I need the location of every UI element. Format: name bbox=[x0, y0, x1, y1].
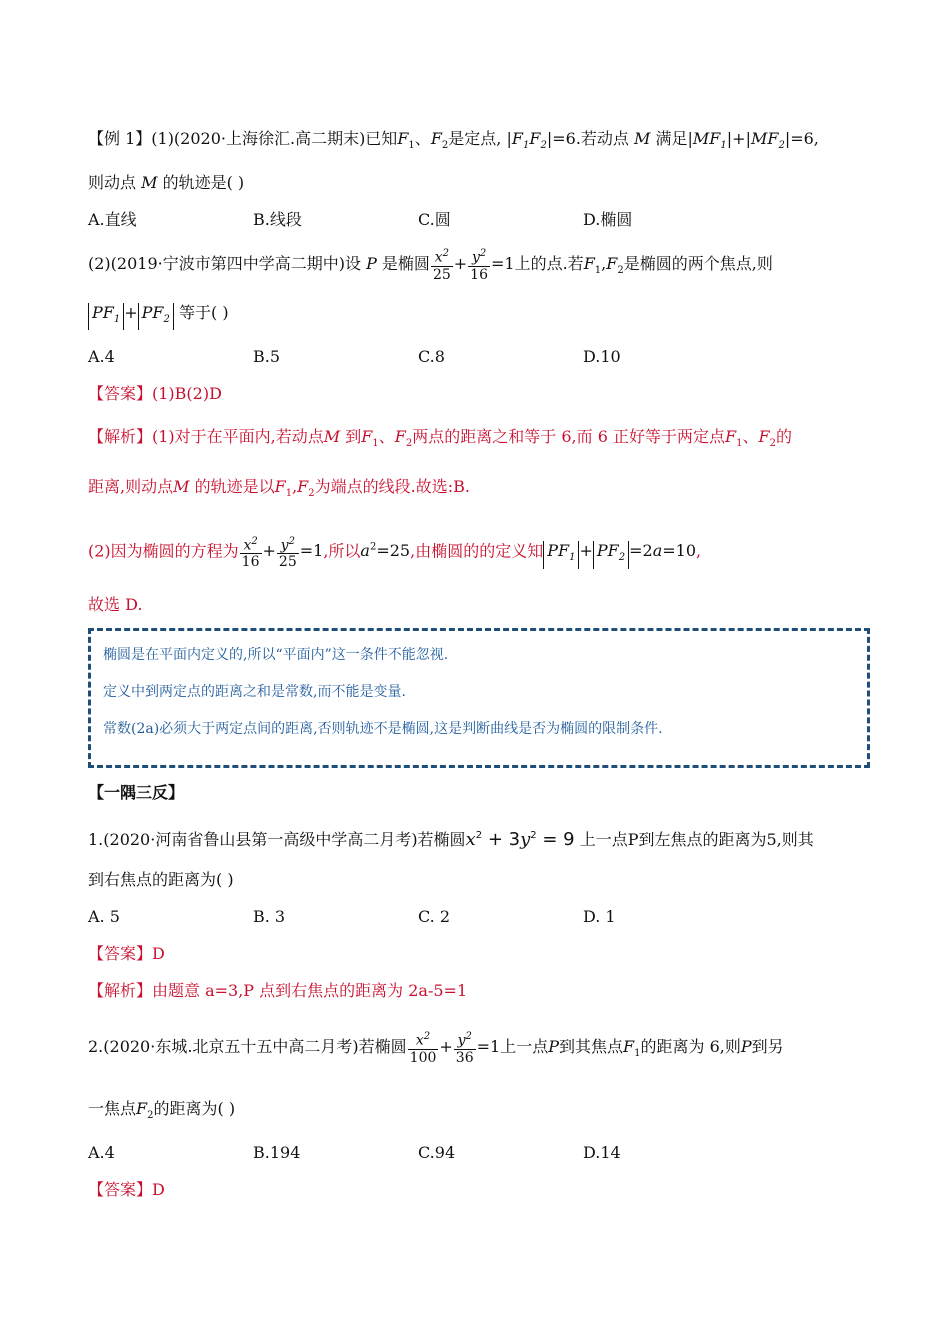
option-c: C.8 bbox=[418, 347, 445, 366]
option-b: B.5 bbox=[253, 347, 281, 366]
text: 到其焦点 bbox=[559, 1037, 624, 1056]
tip-2: 定义中到两定点的距离之和是常数,而不能是变量. bbox=[103, 684, 406, 700]
option-a: A.直线 bbox=[88, 210, 137, 229]
text: 【解析】(1)对于在平面内,若动点 bbox=[88, 427, 324, 446]
p1-answer: 【答案】D bbox=[88, 944, 165, 963]
ex1-q2-line2: $PF_1 + PF_2$ 等于( ) bbox=[88, 302, 229, 330]
text: 的轨迹是以 bbox=[194, 477, 275, 496]
section-title: 【一隅三反】 bbox=[88, 783, 185, 802]
text: =6, bbox=[790, 129, 819, 148]
text: 2.(2020·东城.北京五十五中高二月考)若椭圆 bbox=[88, 1037, 407, 1056]
text: 的距离为( ) bbox=[153, 1099, 236, 1118]
option-b: B.194 bbox=[253, 1143, 301, 1162]
ex1-analysis-line3: (2)因为椭圆的方程为 $\frac{x^2}{16}$ + $\frac{y^2}{25}$ =1,所以$a^2=25$,由椭圆的的定义知 $PF_1 + PF_2 =2a=10$, bbox=[88, 535, 702, 571]
text: 上的点.若 bbox=[514, 254, 584, 273]
p1-analysis: 【解析】由题意 a=3,P 点到右焦点的距离为 2a-5=1 bbox=[88, 981, 468, 1000]
text: 的距离为 6,则 bbox=[640, 1037, 741, 1056]
text: 两点的距离之和等于 6,而 6 正好等于两定点 bbox=[412, 427, 725, 446]
text: 为端点的线段.故选:B. bbox=[314, 477, 470, 496]
option-a: A.4 bbox=[88, 1143, 115, 1162]
tip-3: 常数(2a)必须大于两定点间的距离,否则轨迹不是椭圆,这是判断曲线是否为椭圆的限制条件. bbox=[103, 721, 663, 737]
text: 、 bbox=[378, 427, 395, 446]
ex1-q2-line1: (2)(2019·宁波市第四中学高二期中)设 P 是椭圆 $\frac{x^2}{25}$ + $\frac{y^2}{16}$ =1上的点.若$F_1,F_2$是椭圆的两个焦点,则 bbox=[88, 248, 773, 283]
text: 则动点 bbox=[88, 173, 137, 192]
option-d: D.10 bbox=[583, 347, 621, 366]
ex1-analysis-line1: 【解析】(1)对于在平面内,若动点M 到$F_1$、$F_2$两点的距离之和等于 6,而 6 正好等于两定点$F_1$、$F_2$的 bbox=[88, 427, 792, 450]
text: 是椭圆 bbox=[381, 254, 430, 273]
text: ,所以 bbox=[323, 541, 361, 561]
text: 是定点, bbox=[448, 129, 502, 148]
text: 【例 1】(1)(2020·上海徐汇.高二期末)已知 bbox=[88, 129, 398, 148]
text: (2)(2019·宁波市第四中学高二期中)设 bbox=[88, 254, 361, 273]
text: 、 bbox=[742, 427, 759, 446]
text: , bbox=[292, 477, 298, 496]
text: 等于( ) bbox=[179, 303, 229, 322]
text: 的轨迹是( ) bbox=[162, 173, 245, 192]
ex1-analysis-line4: 故选 D. bbox=[88, 595, 143, 614]
option-d: D. 1 bbox=[583, 907, 616, 926]
p1-line2: 到右焦点的距离为( ) bbox=[88, 870, 234, 889]
option-c: C.94 bbox=[418, 1143, 456, 1162]
ex1-answer: 【答案】(1)B(2)D bbox=[88, 384, 222, 403]
text: ,由椭圆的的定义知 bbox=[410, 541, 544, 561]
text: 到另 bbox=[751, 1037, 784, 1056]
option-b: B. 3 bbox=[253, 907, 286, 926]
text: 到 bbox=[345, 427, 362, 446]
text: (2)因为椭圆的方程为 bbox=[88, 541, 239, 561]
tip-1: 椭圆是在平面内定义的,所以“平面内”这一条件不能忽视. bbox=[103, 647, 449, 663]
text: 是椭圆的两个焦点,则 bbox=[623, 254, 773, 273]
p1-line1: 1.(2020·河南省鲁山县第一高级中学高二月考)若椭圆$x^2 + 3y^2 = 9$ 上一点P到左焦点的距离为5,则其 bbox=[88, 829, 814, 850]
ex1-analysis-line2: 距离,则动点M 的轨迹是以$F_1,F_2$为端点的线段.故选:B. bbox=[88, 477, 470, 500]
text: , bbox=[696, 541, 702, 561]
ex1-q1-line1: 【例 1】(1)(2020·上海徐汇.高二期末)已知$F_1$、$F_2$是定点, $|F_1F_2|=6$.若动点 M 满足$|MF_1|+|MF_2|=6$, bbox=[88, 129, 819, 152]
option-d: D.14 bbox=[583, 1143, 621, 1162]
text: 、 bbox=[414, 129, 431, 148]
option-a: A. 5 bbox=[88, 907, 120, 926]
option-b: B.线段 bbox=[253, 210, 302, 229]
text: 上一点P到左焦点的距离为5,则其 bbox=[579, 830, 814, 849]
text: 的 bbox=[775, 427, 792, 446]
text: 距离,则动点 bbox=[88, 477, 174, 496]
p2-line1: 2.(2020·东城.北京五十五中高二月考)若椭圆 $\frac{x^2}{100}$ + $\frac{y^2}{36}$ =1上一点P到其焦点$F_1$的距离为 6,则P到另 bbox=[88, 1031, 784, 1066]
text: 上一点 bbox=[500, 1037, 549, 1056]
ex1-q1-line2: 则动点 M 的轨迹是( ) bbox=[88, 173, 245, 192]
p2-line2: 一焦点$F_2$的距离为( ) bbox=[88, 1099, 236, 1122]
text: 1.(2020·河南省鲁山县第一高级中学高二月考)若椭圆 bbox=[88, 830, 466, 849]
option-d: D.椭圆 bbox=[583, 210, 633, 229]
option-a: A.4 bbox=[88, 347, 115, 366]
text: =6.若动点 bbox=[552, 129, 629, 148]
text: 满足 bbox=[655, 129, 688, 148]
option-c: C. 2 bbox=[418, 907, 451, 926]
p2-answer: 【答案】D bbox=[88, 1180, 165, 1199]
option-c: C.圆 bbox=[418, 210, 451, 229]
text: 一焦点 bbox=[88, 1099, 137, 1118]
